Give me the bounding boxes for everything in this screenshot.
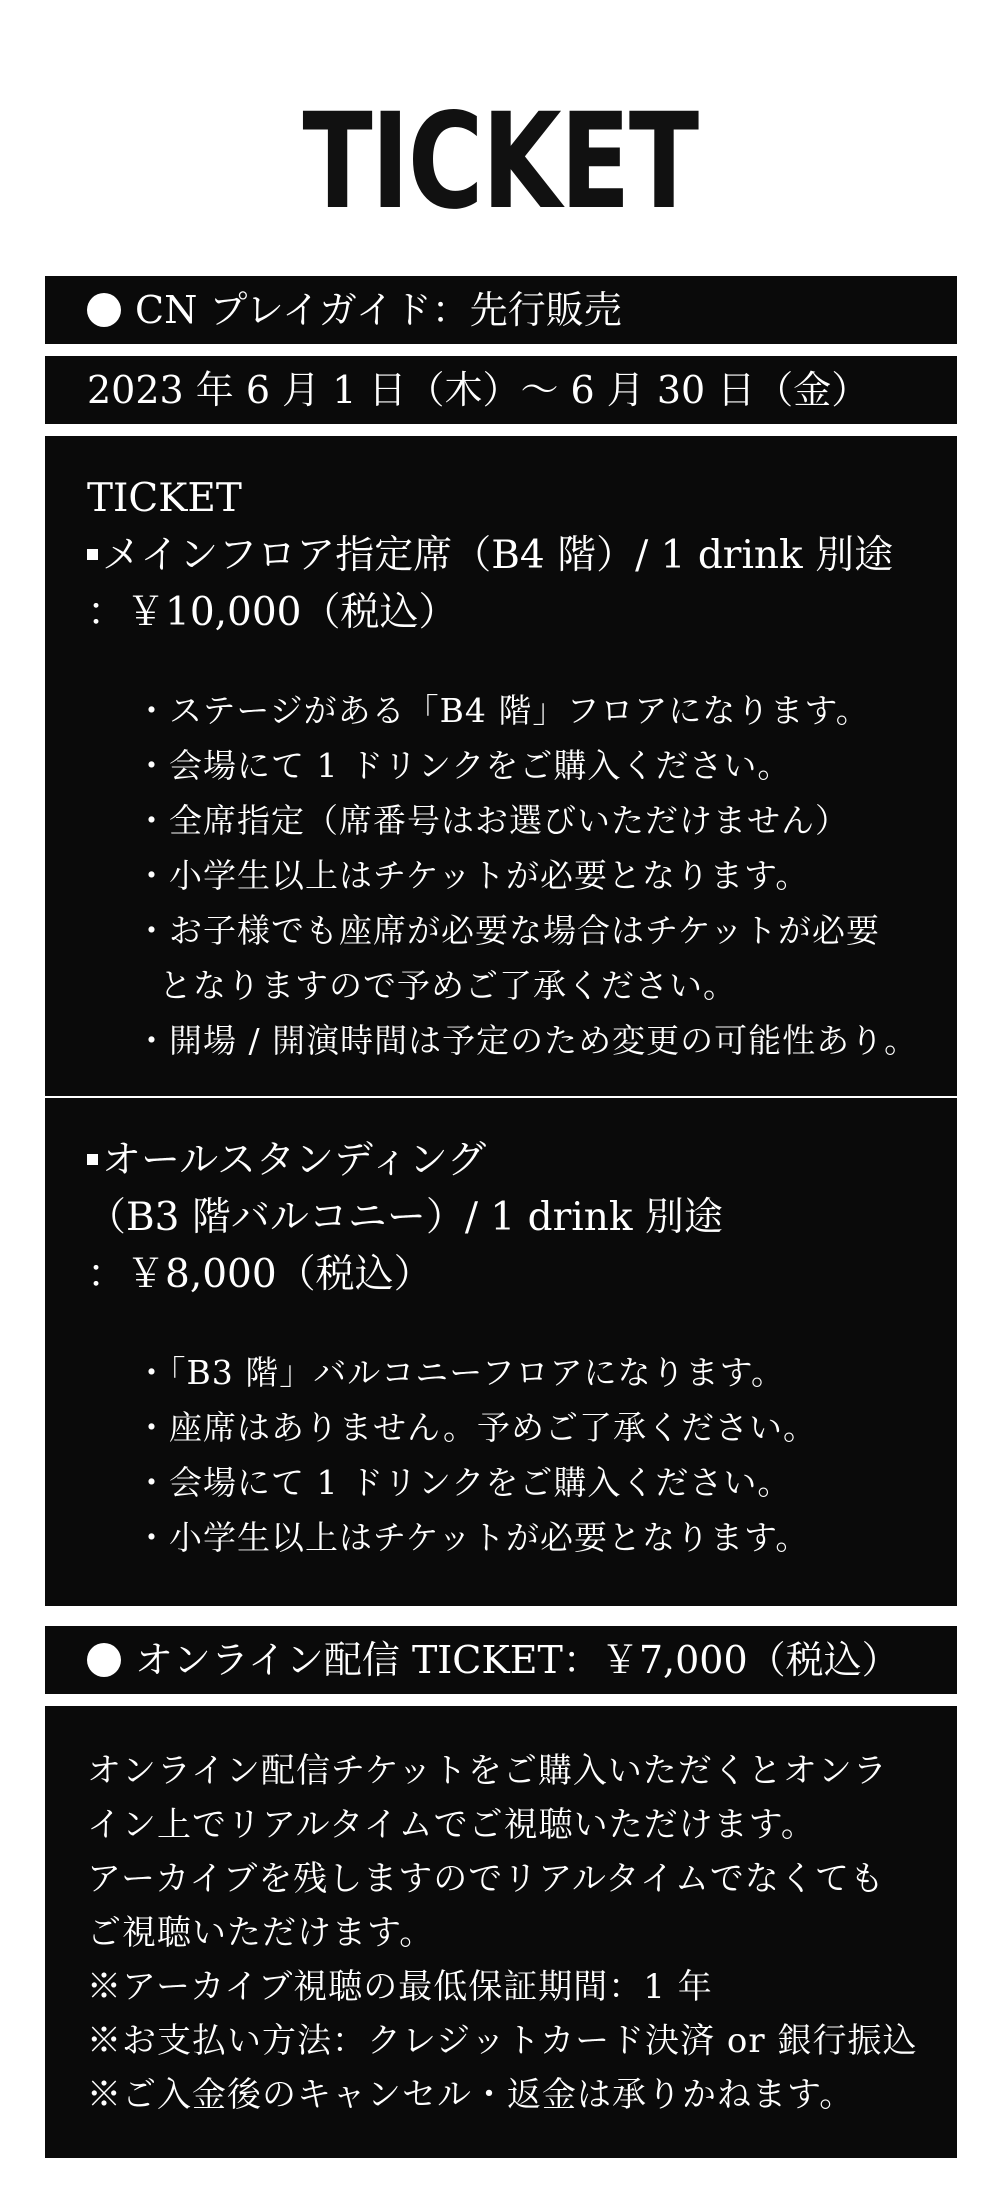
list-item: ・座席はありません。予めご了承ください。 <box>135 1408 817 1447</box>
list-item: ・会場にて 1 ドリンクをご購入ください。 <box>135 1463 792 1502</box>
online-text-line: オンライン配信チケットをご購入いただくとオンラ <box>87 1751 888 1791</box>
list-item: となりますので予めご了承ください。 <box>159 966 737 1005</box>
online-text-line: ※アーカイブ視聴の最低保証期間：1 年 <box>87 1967 713 2007</box>
list-item: ・全席指定（席番号はお選びいただけません） <box>135 801 849 840</box>
online-text-line: ※ご入金後のキャンセル・返金は承りかねます。 <box>87 2075 855 2115</box>
presale-period: 2023 年 6 月 1 日（木）〜 6 月 30 日（金） <box>45 356 957 424</box>
online-text-line: イン上でリアルタイムでご視聴いただけます。 <box>87 1805 816 1845</box>
bullet-circle-icon <box>87 293 121 327</box>
standing-label: オールスタンディング <box>102 1138 487 1183</box>
standing-price: ：￥8,000（税込） <box>87 1252 433 1297</box>
page-title: TICKET <box>302 85 698 239</box>
bullet-circle-icon <box>87 1643 121 1677</box>
list-item: ・開場 / 開演時間は予定のため変更の可能性あり。 <box>135 1021 919 1060</box>
square-bullet-icon <box>87 549 98 560</box>
online-text-line: ※お支払い方法：クレジットカード決済 or 銀行振込 <box>87 2021 918 2061</box>
reserved-seat-price: ：￥10,000（税込） <box>87 590 458 635</box>
list-item: ・お子様でも座席が必要な場合はチケットが必要 <box>135 911 881 950</box>
presale-header <box>45 276 957 344</box>
list-item: ・小学生以上はチケットが必要となります。 <box>135 1518 810 1557</box>
reserved-seat-label: メインフロア指定席（B4 階）/ 1 drink 別途 <box>102 533 894 578</box>
online-ticket-label: オンライン配信 TICKET：￥7,000（税込） <box>135 1638 900 1682</box>
standing-title <box>87 1132 915 1189</box>
reserved-seat-title <box>87 527 915 584</box>
reserved-ticket-panel <box>45 436 957 1096</box>
standing-ticket-panel <box>45 1098 957 1606</box>
list-item: ・「B3 階」バルコニーフロアになります。 <box>135 1353 785 1392</box>
online-text-line: ご視聴いただけます。 <box>87 1913 435 1953</box>
presale-label: CN プレイガイド：先行販売 <box>135 288 622 332</box>
online-ticket-header <box>45 1626 957 1694</box>
reserved-notes-list <box>87 683 919 1068</box>
list-item: ・ステージがある「B4 階」フロアになります。 <box>135 691 870 730</box>
standing-subtitle: （B3 階バルコニー）/ 1 drink 別途 <box>87 1195 723 1240</box>
list-item: ・会場にて 1 ドリンクをご購入ください。 <box>135 746 792 785</box>
online-text-line: アーカイブを残しますのでリアルタイムでなくても <box>87 1859 885 1899</box>
online-ticket-panel <box>45 1706 957 2158</box>
list-item: ・小学生以上はチケットが必要となります。 <box>135 856 810 895</box>
square-bullet-icon <box>87 1154 98 1165</box>
standing-notes-list <box>87 1345 915 1565</box>
ticket-heading: TICKET <box>87 476 242 521</box>
